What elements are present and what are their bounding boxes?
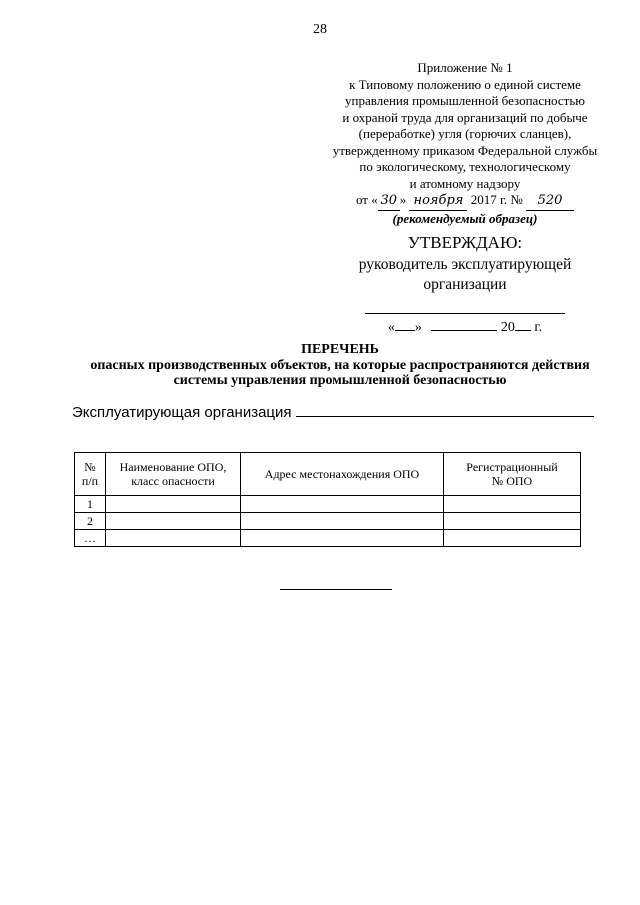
cell [106, 530, 241, 547]
header-text: Адрес местонахождения ОПО [264, 467, 420, 481]
page-number: 28 [313, 22, 327, 37]
cell [444, 496, 581, 513]
appendix-line: и атомному надзору [409, 175, 521, 191]
year-prefix: 20 [500, 320, 515, 335]
header-address [241, 453, 444, 496]
row-number: 2 [75, 513, 106, 530]
order-year: 2017 г. № [470, 192, 523, 207]
cell [106, 496, 241, 513]
opo-table [74, 452, 581, 547]
signature-line [365, 313, 565, 314]
year-blank [515, 330, 531, 331]
order-day: 30 [378, 193, 400, 211]
quote-close: » [399, 192, 407, 207]
year-suffix: г. [534, 320, 543, 335]
operator-blank [296, 402, 594, 417]
header-text: № ОПО [491, 474, 533, 488]
cell [444, 530, 581, 547]
approve-role-line: руководитель эксплуатирующей [358, 256, 572, 273]
appendix-line: (переработке) угля (горючих сланцев), [358, 126, 572, 141]
table-row [75, 530, 581, 547]
header-text: класс опасности [131, 474, 215, 488]
cell [241, 496, 444, 513]
header-number [75, 453, 106, 496]
recommended-note: (рекомендуемый образец) [392, 210, 538, 226]
approve-date [350, 320, 580, 336]
table-row [75, 513, 581, 530]
month-blank [431, 330, 497, 331]
order-date-line [310, 192, 620, 211]
table-row [75, 496, 581, 513]
header-text: Регистрационный [466, 460, 558, 474]
row-number: 1 [75, 496, 106, 513]
title-subline: опасных производственных объектов, на которые распространяются действия [90, 357, 590, 373]
cell [444, 513, 581, 530]
title-heading: ПЕРЕЧЕНЬ [301, 342, 379, 357]
table-header-row [75, 453, 581, 496]
date-open-quote: « [387, 320, 395, 335]
date-prefix: от « [355, 192, 378, 207]
cell [241, 530, 444, 547]
order-number: 520 [526, 193, 574, 211]
order-month: ноября [409, 193, 467, 211]
day-blank [395, 330, 415, 331]
header-text: Наименование ОПО, [119, 460, 227, 474]
approve-role [350, 255, 580, 295]
approve-title: УТВЕРЖДАЮ: [407, 233, 523, 252]
header-text: п/п [81, 474, 99, 488]
approval-block [350, 233, 580, 336]
appendix-line: по экологическому, технологическому [359, 159, 571, 174]
document-title [60, 342, 620, 389]
date-close-quote: » [414, 320, 422, 335]
appendix-block [310, 60, 620, 227]
appendix-line: управления промышленной безопасностью [345, 93, 585, 108]
header-name [106, 453, 241, 496]
cell [106, 513, 241, 530]
title-subline: системы управления промышленной безопасностью [173, 373, 507, 388]
appendix-line: Приложение № 1 [417, 60, 513, 75]
end-rule [280, 589, 392, 590]
appendix-line: к Типовому положению о единой системе [349, 76, 581, 92]
header-text: № [84, 460, 96, 474]
appendix-line: утвержденному приказом Федеральной службы [332, 142, 598, 158]
cell [241, 513, 444, 530]
operator-label: Эксплуатирующая организация [72, 404, 292, 421]
row-number: … [75, 530, 106, 547]
operator-line [72, 402, 592, 421]
header-registration [444, 453, 581, 496]
appendix-line: и охраной труда для организаций по добыче [342, 109, 588, 125]
approve-role-line: организации [423, 276, 507, 293]
